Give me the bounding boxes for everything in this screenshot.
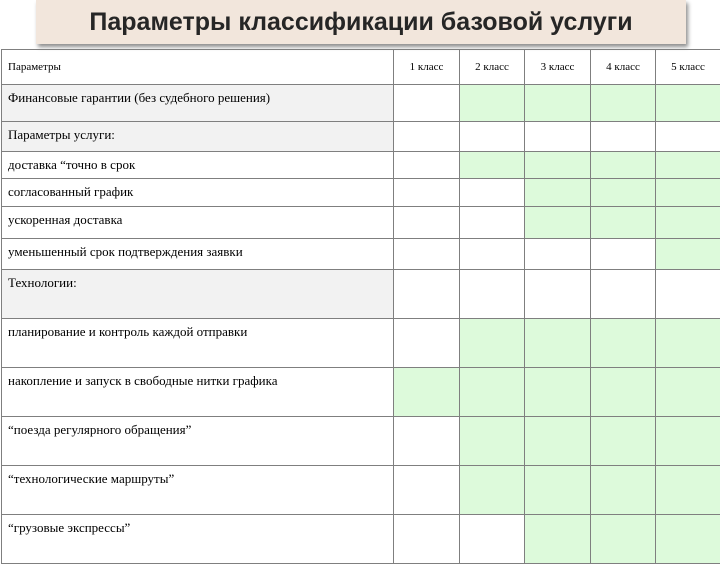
table-row — [2, 179, 720, 207]
mark-cell — [656, 122, 720, 152]
mark-cell — [591, 270, 656, 319]
page-title: Параметры классификации базовой услуги — [89, 8, 632, 37]
mark-cell — [460, 466, 525, 515]
table-row — [2, 239, 720, 270]
mark-cell — [460, 179, 525, 207]
mark-cell — [460, 122, 525, 152]
mark-cell — [656, 85, 720, 122]
table-row — [2, 368, 720, 417]
class-header-5: 5 класс — [656, 50, 720, 85]
mark-cell — [460, 85, 525, 122]
mark-cell — [525, 152, 591, 179]
classification-table — [1, 49, 720, 564]
row-label: доставка “точно в срок — [2, 152, 394, 179]
class-header-4: 4 класс — [591, 50, 656, 85]
mark-cell — [394, 515, 460, 564]
mark-cell — [460, 207, 525, 239]
mark-cell — [460, 417, 525, 466]
mark-cell — [591, 417, 656, 466]
mark-cell — [656, 368, 720, 417]
mark-cell — [394, 207, 460, 239]
row-label: планирование и контроль каждой отправки — [2, 319, 394, 368]
row-label: “грузовые экспрессы” — [2, 515, 394, 564]
mark-cell — [525, 466, 591, 515]
row-label: уменьшенный срок подтверждения заявки — [2, 239, 394, 270]
table-row — [2, 85, 720, 122]
mark-cell — [460, 270, 525, 319]
mark-cell — [591, 207, 656, 239]
mark-cell — [591, 152, 656, 179]
mark-cell — [656, 466, 720, 515]
class-header-3: 3 класс — [525, 50, 591, 85]
mark-cell — [525, 239, 591, 270]
mark-cell — [656, 319, 720, 368]
mark-cell — [460, 152, 525, 179]
row-label: “технологические маршруты” — [2, 466, 394, 515]
mark-cell — [394, 152, 460, 179]
mark-cell — [525, 515, 591, 564]
mark-cell — [394, 417, 460, 466]
mark-cell — [591, 319, 656, 368]
row-label: Финансовые гарантии (без судебного решения) — [2, 85, 394, 122]
mark-cell — [394, 319, 460, 368]
mark-cell — [394, 85, 460, 122]
table-row — [2, 466, 720, 515]
mark-cell — [525, 207, 591, 239]
mark-cell — [394, 466, 460, 515]
row-label: ускоренная доставка — [2, 207, 394, 239]
class-header-1: 1 класс — [394, 50, 460, 85]
mark-cell — [656, 270, 720, 319]
mark-cell — [460, 239, 525, 270]
mark-cell — [460, 515, 525, 564]
mark-cell — [656, 179, 720, 207]
mark-cell — [525, 417, 591, 466]
mark-cell — [394, 239, 460, 270]
table-row — [2, 515, 720, 564]
row-label: Технологии: — [2, 270, 394, 319]
row-label: “поезда регулярного обращения” — [2, 417, 394, 466]
row-label: Параметры услуги: — [2, 122, 394, 152]
table-row — [2, 319, 720, 368]
mark-cell — [656, 417, 720, 466]
mark-cell — [525, 179, 591, 207]
mark-cell — [394, 270, 460, 319]
mark-cell — [591, 122, 656, 152]
row-label: согласованный график — [2, 179, 394, 207]
table-row — [2, 417, 720, 466]
row-label: накопление и запуск в свободные нитки графика — [2, 368, 394, 417]
mark-cell — [394, 179, 460, 207]
header-row — [2, 50, 720, 85]
mark-cell — [460, 368, 525, 417]
mark-cell — [591, 515, 656, 564]
mark-cell — [591, 368, 656, 417]
class-header-2: 2 класс — [460, 50, 525, 85]
mark-cell — [525, 85, 591, 122]
mark-cell — [591, 85, 656, 122]
table-row — [2, 270, 720, 319]
mark-cell — [591, 239, 656, 270]
mark-cell — [525, 122, 591, 152]
mark-cell — [656, 207, 720, 239]
mark-cell — [525, 270, 591, 319]
mark-cell — [394, 368, 460, 417]
mark-cell — [656, 239, 720, 270]
mark-cell — [460, 319, 525, 368]
mark-cell — [656, 152, 720, 179]
mark-cell — [525, 319, 591, 368]
table-row — [2, 122, 720, 152]
mark-cell — [525, 368, 591, 417]
table-row — [2, 207, 720, 239]
mark-cell — [394, 122, 460, 152]
mark-cell — [591, 179, 656, 207]
title-banner — [36, 0, 686, 44]
mark-cell — [591, 466, 656, 515]
table-row — [2, 152, 720, 179]
mark-cell — [656, 515, 720, 564]
param-header: Параметры — [2, 50, 394, 85]
